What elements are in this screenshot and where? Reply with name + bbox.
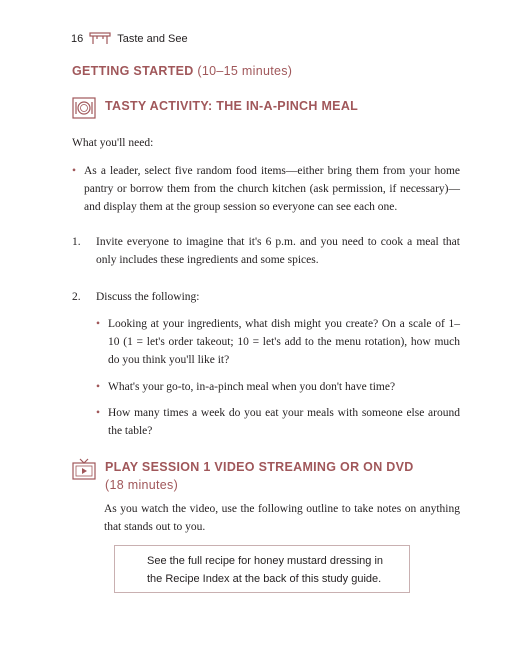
- list-item: [96, 378, 460, 396]
- bullet-icon: •: [72, 165, 77, 177]
- list-item: [96, 404, 460, 440]
- video-heading: [72, 458, 414, 494]
- callout-line-2: the Recipe Index at the back of this study guide.: [147, 573, 382, 585]
- list-item: [72, 233, 460, 269]
- activity-heading: [72, 97, 358, 119]
- video-title: PLAY SESSION 1 VIDEO STREAMING OR ON DVD: [105, 460, 414, 474]
- question-text: What's your go-to, in-a-pinch meal when you don't have time?: [108, 381, 396, 393]
- tv-icon: [72, 458, 96, 480]
- list-item: [72, 162, 460, 216]
- list-item: [72, 288, 460, 306]
- bullet-icon: •: [96, 407, 101, 419]
- activity-intro: What you'll need:: [72, 137, 154, 149]
- running-header: [71, 32, 188, 45]
- activity-title: TASTY ACTIVITY: THE IN-A-PINCH MEAL: [105, 99, 359, 113]
- video-duration: (18 minutes): [105, 478, 179, 492]
- bullet-icon: •: [96, 318, 101, 330]
- section-heading: [72, 64, 292, 78]
- step-text: Discuss the following:: [96, 291, 200, 303]
- table-icon: [89, 32, 111, 45]
- question-text: Looking at your ingredients, what dish might you create? On a scale of 1–10 (1 = let's order takeout; 10 = let's add to the menu rotation), how much do you think you'll like it?: [108, 318, 460, 366]
- page-number: 16: [71, 32, 84, 45]
- video-instructions: As you watch the video, use the following outline to take notes on anything that stands out to you.: [104, 503, 460, 533]
- plate-icon: [72, 97, 96, 119]
- section-title: GETTING STARTED: [72, 64, 194, 78]
- step-number: 2.: [72, 291, 81, 303]
- list-item: [96, 315, 460, 369]
- bullet-icon: •: [96, 381, 101, 393]
- book-title: Taste and See: [117, 32, 188, 45]
- callout-line-1: See the full recipe for honey mustard dressing in: [147, 555, 384, 567]
- step-number: 1.: [72, 236, 81, 248]
- bullet-text: As a leader, select five random food items—either bring them from your home pantry or borrow them from the church kitchen (ask permission, if necessary)—and display them at the group session so everyone can see each one.: [84, 165, 460, 213]
- recipe-callout: [114, 545, 410, 593]
- section-duration: (10–15 minutes): [197, 64, 293, 78]
- question-text: How many times a week do you eat your meals with someone else around the table?: [108, 407, 460, 437]
- step-text: Invite everyone to imagine that it's 6 p.m. and you need to cook a meal that only includes these ingredients and some spices.: [96, 236, 460, 266]
